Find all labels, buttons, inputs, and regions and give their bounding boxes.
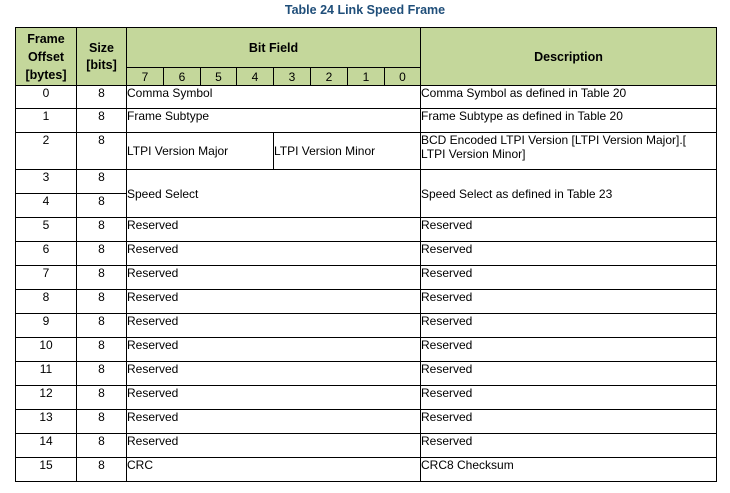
offset-cell: 15 (16, 458, 77, 482)
offset-cell: 2 (16, 133, 77, 170)
speed-select-cell: Speed Select (127, 170, 421, 218)
table-row (16, 109, 717, 133)
header-bit-0: 0 (385, 68, 421, 86)
table-row (16, 386, 717, 410)
size-cell: 8 (77, 410, 127, 434)
field-cell: Reserved (127, 242, 421, 266)
header-bit-5: 5 (201, 68, 237, 86)
offset-cell: 11 (16, 362, 77, 386)
size-cell: 8 (77, 458, 127, 482)
size-cell: 8 (77, 362, 127, 386)
offset-cell: 6 (16, 242, 77, 266)
ltpi-version-major-cell: LTPI Version Major (127, 133, 274, 170)
table-row (16, 434, 717, 458)
offset-cell: 10 (16, 338, 77, 362)
header-offset-line3: [bytes] (25, 67, 67, 82)
size-cell: 8 (77, 290, 127, 314)
field-cell: Reserved (127, 434, 421, 458)
offset-cell: 7 (16, 266, 77, 290)
size-cell: 8 (77, 109, 127, 133)
description-cell: Reserved (421, 362, 717, 386)
link-speed-frame-table (15, 27, 717, 482)
header-bit-4: 4 (237, 68, 274, 86)
description-line: BCD Encoded LTPI Version [LTPI Version Major].[ (421, 133, 687, 147)
description-cell: Reserved (421, 338, 717, 362)
description-cell: Frame Subtype as defined in Table 20 (421, 109, 717, 133)
size-cell: 8 (77, 218, 127, 242)
header-size-line1: Size (88, 40, 114, 55)
description-cell: Reserved (421, 290, 717, 314)
field-cell: Reserved (127, 410, 421, 434)
offset-cell: 14 (16, 434, 77, 458)
table-row (16, 266, 717, 290)
size-cell: 8 (77, 386, 127, 410)
header-bit-field: Bit Field (127, 28, 421, 68)
description-cell: Reserved (421, 386, 717, 410)
header-frame-offset (16, 28, 77, 86)
description-cell (421, 133, 717, 170)
table-row (16, 86, 717, 109)
table-row (16, 133, 717, 170)
description-cell: Reserved (421, 242, 717, 266)
offset-cell: 3 (16, 170, 77, 194)
offset-cell: 13 (16, 410, 77, 434)
header-bit-7: 7 (127, 68, 164, 86)
field-cell: Reserved (127, 218, 421, 242)
field-cell: Reserved (127, 266, 421, 290)
description-cell: Speed Select as defined in Table 23 (421, 170, 717, 218)
size-cell: 8 (77, 338, 127, 362)
field-cell: CRC (127, 458, 421, 482)
field-cell: Frame Subtype (127, 109, 421, 133)
header-description: Description (421, 28, 717, 86)
size-cell: 8 (77, 86, 127, 109)
header-bit-3: 3 (274, 68, 311, 86)
size-cell: 8 (77, 434, 127, 458)
description-cell: Reserved (421, 266, 717, 290)
description-line: LTPI Version Minor] (421, 147, 526, 161)
table-row (16, 242, 717, 266)
table-row (16, 338, 717, 362)
field-cell: Reserved (127, 386, 421, 410)
offset-cell: 4 (16, 194, 77, 218)
size-cell: 8 (77, 133, 127, 170)
table-row (16, 170, 717, 194)
size-cell: 8 (77, 314, 127, 338)
header-bit-1: 1 (348, 68, 385, 86)
size-cell: 8 (77, 170, 127, 194)
offset-cell: 0 (16, 86, 77, 109)
offset-cell: 5 (16, 218, 77, 242)
table-row (16, 362, 717, 386)
description-cell: Comma Symbol as defined in Table 20 (421, 86, 717, 109)
table-row (16, 410, 717, 434)
field-cell: Reserved (127, 290, 421, 314)
table-row (16, 458, 717, 482)
size-cell: 8 (77, 194, 127, 218)
header-offset-line2: Offset (27, 49, 65, 64)
field-cell: Comma Symbol (127, 86, 421, 109)
description-cell: Reserved (421, 218, 717, 242)
description-cell: Reserved (421, 410, 717, 434)
header-size-line2: [bits] (86, 57, 117, 72)
offset-cell: 1 (16, 109, 77, 133)
header-bit-6: 6 (164, 68, 201, 86)
size-cell: 8 (77, 266, 127, 290)
ltpi-version-minor-cell: LTPI Version Minor (274, 133, 421, 170)
header-offset-line1: Frame (27, 31, 65, 46)
header-size (77, 28, 127, 86)
offset-cell: 12 (16, 386, 77, 410)
description-cell: CRC8 Checksum (421, 458, 717, 482)
field-cell: Reserved (127, 338, 421, 362)
size-cell: 8 (77, 242, 127, 266)
table-caption: Table 24 Link Speed Frame (284, 3, 446, 17)
header-bit-2: 2 (311, 68, 348, 86)
table-row (16, 218, 717, 242)
table-row (16, 314, 717, 338)
offset-cell: 8 (16, 290, 77, 314)
description-cell: Reserved (421, 434, 717, 458)
offset-cell: 9 (16, 314, 77, 338)
field-cell: Reserved (127, 314, 421, 338)
description-cell: Reserved (421, 314, 717, 338)
table-row (16, 290, 717, 314)
field-cell: Reserved (127, 362, 421, 386)
